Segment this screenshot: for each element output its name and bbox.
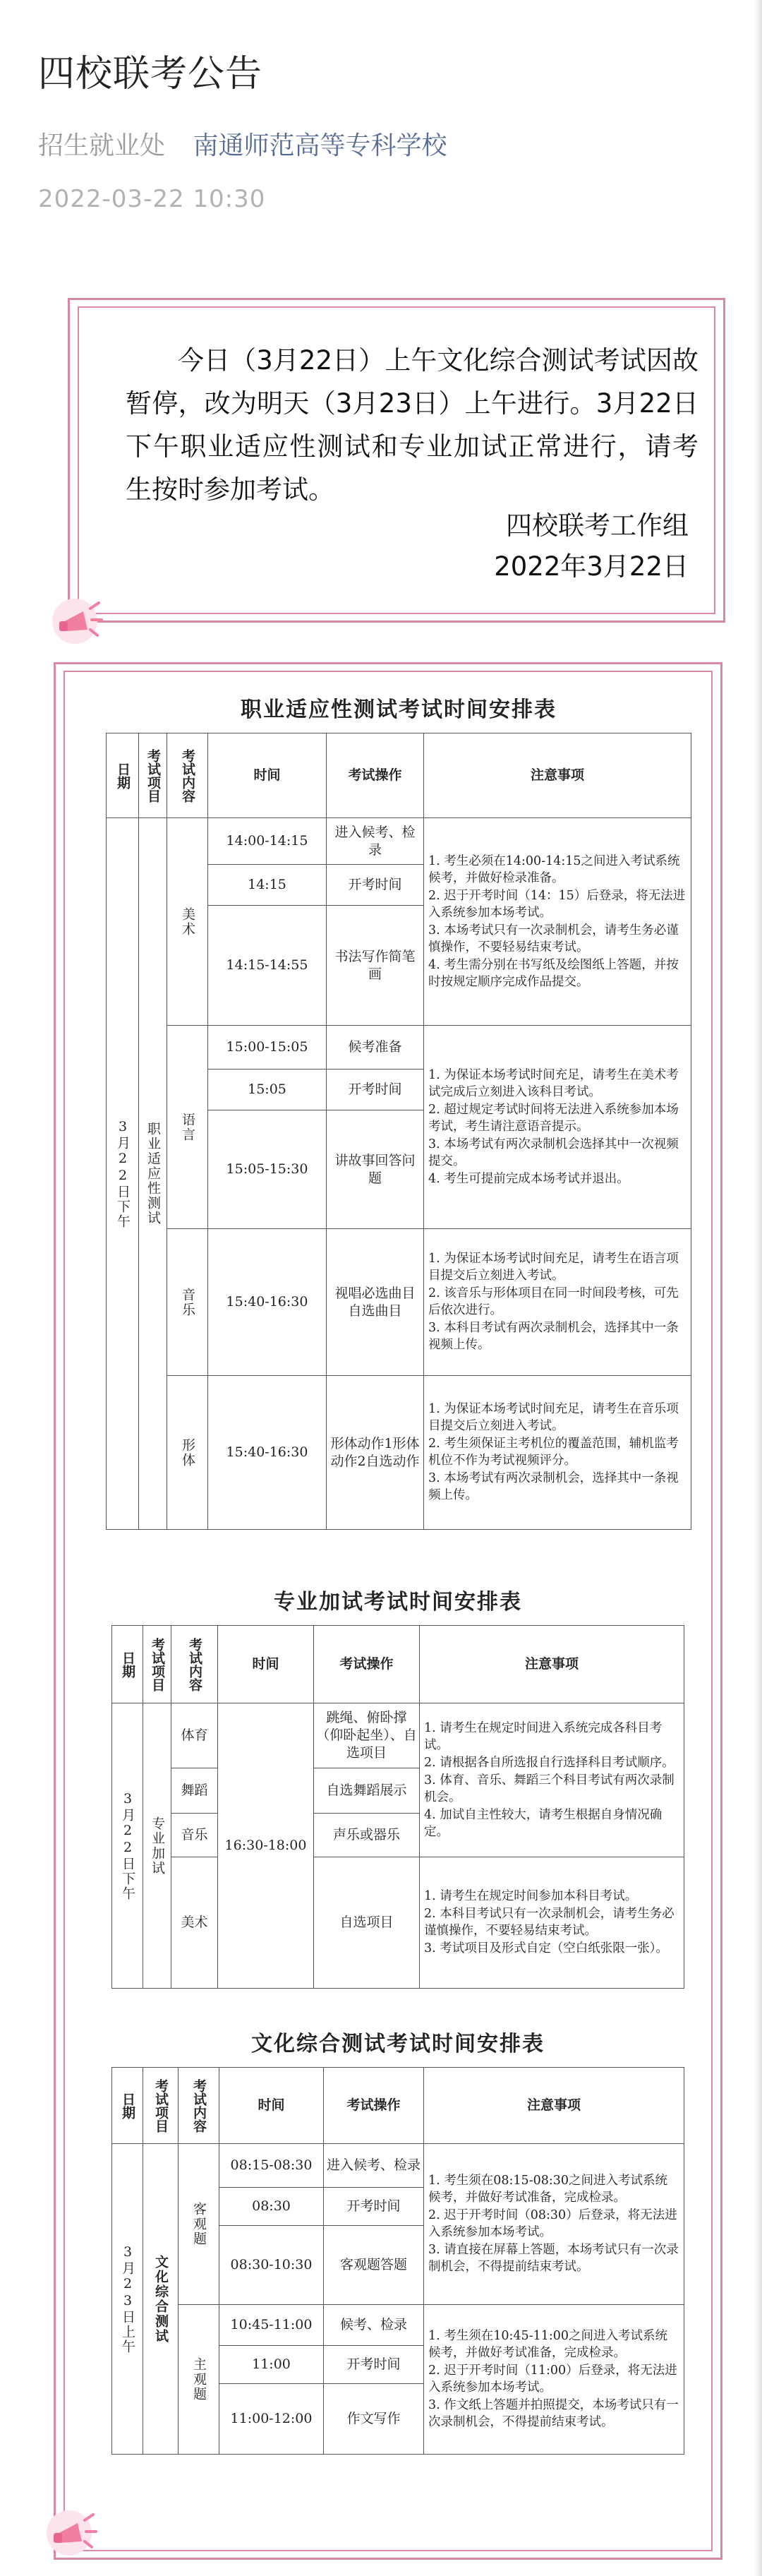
note-line: 2. 迟于开考时间（08:30）后登录，将无法进入系统参加本场考试。 <box>428 2208 677 2239</box>
operation-cell: 开考时间 <box>327 865 424 906</box>
col-content: 考试内容 <box>191 2078 207 2133</box>
signer: 四校联考工作组 <box>506 510 689 541</box>
operation-cell: 视唱必选曲目自选曲目 <box>327 1229 424 1376</box>
notes-cell <box>420 1857 684 1989</box>
content-cell: 主观题 <box>191 2357 207 2402</box>
col-operation: 考试操作 <box>314 1626 420 1703</box>
content-cell: 体育 <box>171 1703 218 1768</box>
operation-cell: 开考时间 <box>324 2188 424 2226</box>
operation-cell: 书法写作简笔画 <box>327 906 424 1026</box>
table-caption: 职业适应性测试考试时间安排表 <box>241 697 557 722</box>
col-time: 时间 <box>208 733 327 818</box>
col-subject: 考试项目 <box>150 1637 165 1691</box>
col-operation: 考试操作 <box>327 733 424 818</box>
col-content: 考试内容 <box>187 1637 202 1691</box>
col-subject: 考试项目 <box>145 748 161 803</box>
note-line: 2. 迟于开考时间（11:00）后登录，将无法进入系统参加本场考试。 <box>428 2364 677 2395</box>
note-line: 1. 考生必须在14:00-14:15之间进入考试系统候考，并做好检录准备。 <box>428 853 680 885</box>
time-cell: 08:15-08:30 <box>219 2144 324 2188</box>
col-notes: 注意事项 <box>424 2068 684 2144</box>
table-caption: 专业加试考试时间安排表 <box>274 1590 522 1615</box>
time-cell: 11:00-12:00 <box>219 2384 324 2455</box>
col-content: 考试内容 <box>180 748 195 803</box>
note-line: 2. 考生须保证主考机位的覆盖范围，辅机监考机位不作为考试视频评分。 <box>428 1437 679 1468</box>
time-cell: 10:45-11:00 <box>219 2305 324 2346</box>
article-title: 四校联考公告 <box>38 53 263 95</box>
col-notes: 注意事项 <box>424 733 691 818</box>
time-cell: 15:00-15:05 <box>208 1026 327 1070</box>
col-time: 时间 <box>218 1626 314 1703</box>
note-line: 3. 本场考试有两次录制机会，选择其中一条视频上传。 <box>428 1471 679 1502</box>
time-cell: 14:15 <box>208 865 327 906</box>
operation-cell: 进入候考、检录 <box>324 2144 424 2188</box>
operation-cell: 开考时间 <box>327 1070 424 1110</box>
note-line: 3. 作文纸上答题并拍照提交，本场考试只有一次录制机会，不得提前结束考试。 <box>428 2398 679 2429</box>
note-line: 3. 本科目考试有两次录制机会，选择其中一条视频上传。 <box>428 1321 679 1352</box>
content-cell: 美术 <box>171 1857 218 1989</box>
operation-cell: 作文写作 <box>324 2384 424 2455</box>
note-line: 1. 为保证本场考试时间充足，请考生在美术考试完成后立刻进入该科目考试。 <box>428 1067 679 1099</box>
schedule-table-vocational <box>106 686 691 1530</box>
notes-cell <box>424 1026 691 1229</box>
note-line: 1. 请考生在规定时间进入系统完成各科目考试。 <box>424 1720 663 1752</box>
col-operation: 考试操作 <box>324 2068 424 2144</box>
col-day: 日期 <box>120 1651 135 1678</box>
note-line: 2. 超过规定考试时间将无法进入系统参加本场考试，考生请注意语音提示。 <box>428 1102 679 1134</box>
table-caption: 文化综合测试考试时间安排表 <box>251 2032 545 2056</box>
col-notes: 注意事项 <box>420 1626 684 1703</box>
department-label: 招生就业处 <box>38 131 166 160</box>
note-line: 2. 迟于开考时间（14：15）后登录，将无法进入系统参加本场考试。 <box>428 888 686 920</box>
note-line: 2. 该音乐与形体项目在同一时间段考核，可先后依次进行。 <box>428 1286 679 1317</box>
operation-cell: 自选项目 <box>314 1857 420 1989</box>
notice-text: 今日（3月22日）上午文化综合测试考试因故暂停，改为明天（3月23日）上午进行。3月22日下午职业适应性测试和专业加试正常进行，请考生按时参加考试。 <box>126 345 698 505</box>
schedule-table-extra <box>111 1578 684 1989</box>
note-line: 4. 加试自主性较大，请考生根据自身情况确定。 <box>424 1807 663 1839</box>
time-cell: 08:30-10:30 <box>219 2226 324 2305</box>
time-cell: 15:05-15:30 <box>208 1110 327 1229</box>
note-line: 3. 本场考试有两次录制机会选择其中一次视频提交。 <box>428 1137 679 1168</box>
operation-cell: 跳绳、俯卧撑（仰卧起坐）、自选项目 <box>314 1703 420 1768</box>
col-day: 日期 <box>120 2092 135 2119</box>
subject-cell: 文化综合测试 <box>153 2254 169 2344</box>
note-line: 2. 请根据各自所选报自行选择科目考试顺序。 <box>424 1755 675 1770</box>
time-cell: 14:15-14:55 <box>208 906 327 1026</box>
time-cell: 16:30-18:00 <box>218 1703 314 1989</box>
operation-cell: 候考、检录 <box>324 2305 424 2346</box>
note-line: 1. 为保证本场考试时间充足，请考生在音乐项目提交后立刻进入考试。 <box>428 1402 679 1433</box>
operation-cell: 自选舞蹈展示 <box>314 1768 420 1814</box>
day-cell: 3月22日下午 <box>120 1790 135 1901</box>
content-cell: 音乐 <box>171 1814 218 1857</box>
note-line: 3. 请直接在屏幕上答题，本场考试只有一次录制机会，不得提前结束考试。 <box>428 2243 679 2274</box>
account-link[interactable]: 南通师范高等专科学校 <box>193 131 447 160</box>
note-line: 1. 考生须在08:15-08:30之间进入考试系统候考，并做好考试准备，完成检录。 <box>428 2174 668 2205</box>
col-time: 时间 <box>219 2068 324 2144</box>
notes-cell <box>424 1376 691 1530</box>
operation-cell: 进入候考、检录 <box>327 818 424 865</box>
page-edge-shadow <box>755 0 762 2576</box>
operation-cell: 讲故事回答问题 <box>327 1110 424 1229</box>
time-cell: 15:40-16:30 <box>208 1229 327 1376</box>
note-line: 1. 请考生在规定时间参加本科目考试。 <box>424 1889 638 1903</box>
time-cell: 08:30 <box>219 2188 324 2226</box>
operation-cell: 形体动作1形体动作2自选动作 <box>327 1376 424 1530</box>
note-line: 4. 考生可提前完成本场考试并退出。 <box>428 1171 629 1186</box>
note-line: 2. 本科目考试只有一次录制机会，请考生务必谨慎操作，不要轻易结束考试。 <box>424 1907 675 1938</box>
note-line: 4. 考生需分别在书写纸及绘图纸上答题，并按时按规定顺序完成作品提交。 <box>428 957 679 989</box>
subject-cell: 职业适应性测试 <box>145 1122 161 1226</box>
megaphone-icon <box>47 587 110 651</box>
content-cell: 美术 <box>180 906 195 937</box>
notice-body <box>126 339 698 511</box>
time-cell: 14:00-14:15 <box>208 818 327 865</box>
note-line: 3. 考试项目及形式自定（空白纸张限一张）。 <box>424 1941 669 1955</box>
notes-cell <box>424 1229 691 1376</box>
article-meta <box>38 126 447 162</box>
megaphone-icon-bottom <box>41 2499 104 2563</box>
operation-cell: 开考时间 <box>324 2346 424 2384</box>
col-day: 日期 <box>115 762 131 789</box>
day-cell: 3月22日下午 <box>115 1118 131 1229</box>
sign-date: 2022年3月22日 <box>494 551 689 582</box>
time-cell: 15:40-16:30 <box>208 1376 327 1530</box>
note-line: 1. 考生须在10:45-11:00之间进入考试系统候考，并做好考试准备，完成检录。 <box>428 2329 668 2360</box>
content-cell: 舞蹈 <box>171 1768 218 1814</box>
notes-cell <box>424 2144 684 2305</box>
notes-cell <box>420 1703 684 1857</box>
notice-signature <box>494 505 689 587</box>
day-cell: 3月23日上午 <box>120 2243 135 2354</box>
content-cell: 语言 <box>180 1112 195 1142</box>
note-line: 1. 为保证本场考试时间充足，请考生在语言项目提交后立刻进入考试。 <box>428 1252 679 1283</box>
schedule-table-culture <box>111 2020 684 2455</box>
col-subject: 考试项目 <box>153 2078 169 2133</box>
notes-cell <box>424 818 691 1026</box>
content-cell: 客观题 <box>191 2202 207 2246</box>
notes-cell <box>424 2305 684 2455</box>
note-line: 3. 体育、音乐、舞蹈三个科目考试有两次录制机会。 <box>424 1773 675 1804</box>
publish-date: 2022-03-22 10:30 <box>38 185 266 213</box>
content-cell: 形体 <box>180 1437 195 1468</box>
subject-cell: 专业加试 <box>150 1816 165 1876</box>
time-cell: 15:05 <box>208 1070 327 1110</box>
operation-cell: 候考准备 <box>327 1026 424 1070</box>
operation-cell: 客观题答题 <box>324 2226 424 2305</box>
content-cell: 音乐 <box>180 1287 195 1317</box>
note-line: 3. 本场考试只有一次录制机会，请考生务必谨慎操作，不要轻易结束考试。 <box>428 923 679 954</box>
time-cell: 11:00 <box>219 2346 324 2384</box>
operation-cell: 声乐或器乐 <box>314 1814 420 1857</box>
